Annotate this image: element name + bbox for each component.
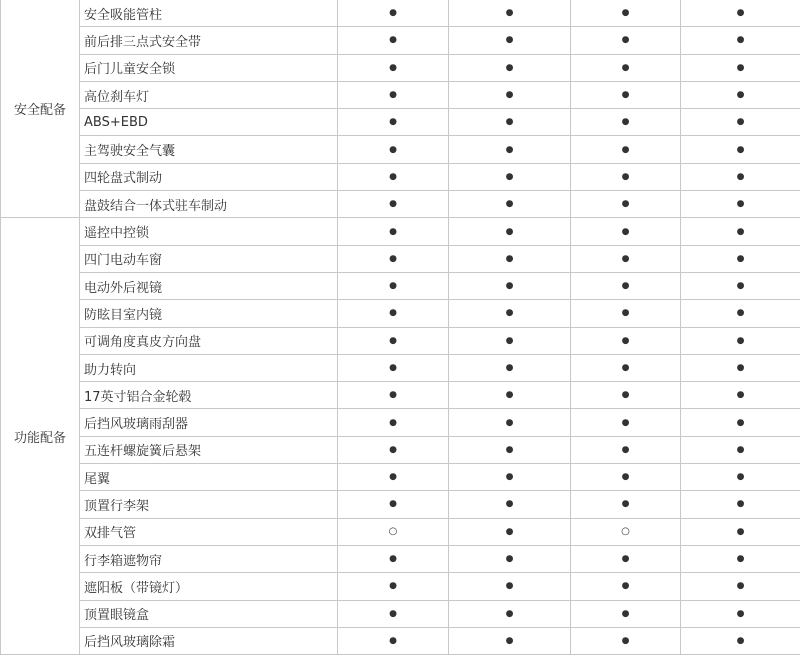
availability-cell — [449, 573, 571, 600]
filled-dot-icon: ● — [621, 554, 630, 565]
filled-dot-icon: ● — [736, 117, 745, 128]
availability-cell — [449, 136, 571, 163]
availability-cell — [681, 81, 800, 108]
filled-dot-icon: ● — [621, 363, 630, 373]
filled-dot-icon: ● — [389, 281, 397, 292]
filled-dot-icon: ● — [389, 608, 397, 619]
feature-name: 电动外后视镜 — [80, 272, 338, 299]
filled-dot-icon: ● — [389, 117, 397, 128]
filled-dot-icon: ● — [389, 417, 397, 428]
table-row — [1, 627, 800, 654]
filled-dot-icon: ● — [505, 635, 514, 646]
filled-dot-icon: ● — [736, 581, 745, 592]
table-row — [1, 300, 800, 327]
feature-name: 后挡风玻璃除霜 — [80, 627, 338, 654]
feature-name: 行李箱遮物帘 — [80, 545, 338, 572]
filled-dot-icon: ● — [736, 199, 745, 210]
filled-dot-icon: ● — [389, 335, 397, 346]
availability-cell — [681, 163, 800, 190]
feature-name: ABS+EBD — [80, 109, 338, 136]
filled-dot-icon: ● — [389, 62, 397, 73]
availability-cell — [449, 545, 571, 572]
open-circle-icon: ○ — [621, 526, 630, 538]
filled-dot-icon: ● — [621, 8, 630, 19]
feature-name: 主驾驶安全气囊 — [80, 136, 338, 163]
feature-name: 安全吸能管柱 — [80, 0, 338, 27]
availability-cell — [449, 163, 571, 190]
filled-dot-icon: ● — [389, 581, 397, 592]
availability-cell — [571, 54, 681, 81]
availability-cell — [338, 409, 449, 436]
availability-cell — [681, 245, 800, 272]
availability-cell — [449, 191, 571, 218]
open-circle-icon: ○ — [388, 526, 398, 538]
table-row — [1, 0, 800, 27]
availability-cell — [571, 136, 681, 163]
filled-dot-icon: ● — [621, 635, 630, 646]
spec-table-body — [1, 0, 800, 655]
filled-dot-icon: ● — [389, 554, 397, 565]
table-row — [1, 27, 800, 54]
availability-cell — [449, 218, 571, 245]
availability-cell — [449, 54, 571, 81]
availability-cell — [338, 600, 449, 627]
availability-cell — [338, 491, 449, 518]
filled-dot-icon: ● — [505, 444, 514, 455]
filled-dot-icon: ● — [736, 554, 745, 565]
availability-cell — [338, 518, 449, 545]
availability-cell — [338, 545, 449, 572]
filled-dot-icon: ● — [505, 417, 514, 428]
table-row — [1, 600, 800, 627]
availability-cell — [681, 627, 800, 654]
availability-cell — [571, 518, 681, 545]
filled-dot-icon: ● — [621, 35, 630, 46]
availability-cell — [571, 245, 681, 272]
filled-dot-icon: ● — [389, 199, 397, 210]
filled-dot-icon: ● — [389, 472, 397, 483]
availability-cell — [449, 518, 571, 545]
filled-dot-icon: ● — [736, 472, 745, 483]
availability-cell — [449, 109, 571, 136]
feature-name: 后门儿童安全锁 — [80, 54, 338, 81]
feature-name: 遮阳板（带镜灯） — [80, 573, 338, 600]
filled-dot-icon: ● — [736, 62, 745, 73]
availability-cell — [681, 54, 800, 81]
filled-dot-icon: ● — [621, 62, 630, 73]
table-row — [1, 54, 800, 81]
table-row — [1, 191, 800, 218]
filled-dot-icon: ● — [736, 499, 745, 510]
filled-dot-icon: ● — [736, 308, 745, 319]
availability-cell — [571, 491, 681, 518]
table-row — [1, 136, 800, 163]
filled-dot-icon: ● — [621, 144, 630, 155]
availability-cell — [449, 27, 571, 54]
availability-cell — [338, 163, 449, 190]
availability-cell — [681, 409, 800, 436]
filled-dot-icon: ● — [505, 8, 514, 19]
table-row — [1, 354, 800, 381]
availability-cell — [681, 518, 800, 545]
availability-cell — [449, 436, 571, 463]
filled-dot-icon: ● — [505, 226, 514, 237]
availability-cell — [681, 109, 800, 136]
feature-name: 遥控中控锁 — [80, 218, 338, 245]
availability-cell — [681, 191, 800, 218]
filled-dot-icon: ● — [621, 608, 630, 619]
filled-dot-icon: ● — [736, 8, 745, 19]
filled-dot-icon: ● — [505, 117, 514, 128]
feature-name: 尾翼 — [80, 464, 338, 491]
filled-dot-icon: ● — [736, 444, 745, 455]
availability-cell — [571, 327, 681, 354]
availability-cell — [338, 191, 449, 218]
availability-cell — [449, 409, 571, 436]
availability-cell — [571, 163, 681, 190]
filled-dot-icon: ● — [389, 144, 397, 155]
availability-cell — [571, 191, 681, 218]
availability-cell — [338, 436, 449, 463]
filled-dot-icon: ● — [736, 526, 745, 537]
filled-dot-icon: ● — [621, 281, 630, 292]
availability-cell — [338, 218, 449, 245]
filled-dot-icon: ● — [736, 90, 745, 101]
availability-cell — [571, 354, 681, 381]
filled-dot-icon: ● — [389, 8, 397, 19]
availability-cell — [338, 0, 449, 27]
availability-cell — [338, 136, 449, 163]
availability-cell — [571, 218, 681, 245]
table-row — [1, 245, 800, 272]
availability-cell — [449, 245, 571, 272]
availability-cell — [681, 545, 800, 572]
filled-dot-icon: ● — [621, 308, 630, 319]
filled-dot-icon: ● — [389, 171, 397, 182]
table-row — [1, 491, 800, 518]
table-row — [1, 109, 800, 136]
availability-cell — [681, 300, 800, 327]
feature-name: 双排气管 — [80, 518, 338, 545]
availability-cell — [681, 0, 800, 27]
feature-name: 助力转向 — [80, 354, 338, 381]
availability-cell — [338, 109, 449, 136]
filled-dot-icon: ● — [505, 308, 514, 319]
feature-name: 可调角度真皮方向盘 — [80, 327, 338, 354]
availability-cell — [681, 491, 800, 518]
filled-dot-icon: ● — [505, 526, 514, 537]
availability-cell — [449, 354, 571, 381]
availability-cell — [571, 436, 681, 463]
feature-name: 前后排三点式安全带 — [80, 27, 338, 54]
table-row — [1, 518, 800, 545]
availability-cell — [338, 81, 449, 108]
availability-cell — [449, 491, 571, 518]
filled-dot-icon: ● — [389, 35, 397, 46]
availability-cell — [338, 627, 449, 654]
availability-cell — [338, 54, 449, 81]
availability-cell — [681, 272, 800, 299]
filled-dot-icon: ● — [621, 226, 630, 237]
availability-cell — [338, 354, 449, 381]
feature-name: 四门电动车窗 — [80, 245, 338, 272]
availability-cell — [681, 327, 800, 354]
table-row — [1, 573, 800, 600]
filled-dot-icon: ● — [621, 335, 630, 346]
availability-cell — [571, 81, 681, 108]
filled-dot-icon: ● — [621, 499, 630, 510]
availability-cell — [338, 27, 449, 54]
filled-dot-icon: ● — [505, 363, 514, 373]
filled-dot-icon: ● — [736, 335, 745, 346]
filled-dot-icon: ● — [389, 444, 397, 455]
category-label: 安全配备 — [1, 0, 80, 218]
availability-cell — [571, 573, 681, 600]
filled-dot-icon: ● — [505, 35, 514, 46]
availability-cell — [449, 327, 571, 354]
availability-cell — [681, 436, 800, 463]
feature-name: 五连杆螺旋簧后悬架 — [80, 436, 338, 463]
filled-dot-icon: ● — [736, 253, 745, 264]
filled-dot-icon: ● — [505, 62, 514, 73]
filled-dot-icon: ● — [736, 390, 745, 401]
table-row — [1, 218, 800, 245]
availability-cell — [571, 600, 681, 627]
availability-cell — [571, 272, 681, 299]
availability-cell — [449, 382, 571, 409]
feature-name: 防眩目室内镜 — [80, 300, 338, 327]
filled-dot-icon: ● — [505, 199, 514, 210]
availability-cell — [681, 573, 800, 600]
filled-dot-icon: ● — [736, 635, 745, 646]
filled-dot-icon: ● — [389, 253, 397, 264]
filled-dot-icon: ● — [621, 199, 630, 210]
availability-cell — [449, 627, 571, 654]
availability-cell — [338, 272, 449, 299]
availability-cell — [571, 464, 681, 491]
availability-cell — [571, 27, 681, 54]
filled-dot-icon: ● — [621, 117, 630, 128]
availability-cell — [338, 573, 449, 600]
availability-cell — [449, 272, 571, 299]
filled-dot-icon: ● — [736, 417, 745, 428]
availability-cell — [449, 600, 571, 627]
availability-cell — [449, 300, 571, 327]
availability-cell — [338, 382, 449, 409]
filled-dot-icon: ● — [389, 390, 397, 401]
feature-name: 后挡风玻璃雨刮器 — [80, 409, 338, 436]
availability-cell — [571, 409, 681, 436]
availability-cell — [571, 382, 681, 409]
availability-cell — [571, 300, 681, 327]
category-label: 功能配备 — [1, 218, 80, 655]
filled-dot-icon: ● — [736, 226, 745, 237]
filled-dot-icon: ● — [621, 581, 630, 592]
availability-cell — [681, 600, 800, 627]
filled-dot-icon: ● — [389, 90, 397, 101]
filled-dot-icon: ● — [736, 171, 745, 182]
filled-dot-icon: ● — [621, 390, 630, 401]
filled-dot-icon: ● — [621, 253, 630, 264]
availability-cell — [338, 300, 449, 327]
filled-dot-icon: ● — [505, 608, 514, 619]
filled-dot-icon: ● — [389, 363, 397, 373]
filled-dot-icon: ● — [389, 308, 397, 319]
filled-dot-icon: ● — [505, 554, 514, 565]
filled-dot-icon: ● — [389, 226, 397, 237]
table-row — [1, 81, 800, 108]
availability-cell — [449, 464, 571, 491]
availability-cell — [681, 382, 800, 409]
feature-name: 顶置眼镜盒 — [80, 600, 338, 627]
availability-cell — [449, 81, 571, 108]
availability-cell — [681, 136, 800, 163]
table-row — [1, 545, 800, 572]
feature-name: 四轮盘式制动 — [80, 163, 338, 190]
filled-dot-icon: ● — [389, 499, 397, 510]
availability-cell — [338, 327, 449, 354]
filled-dot-icon: ● — [621, 444, 630, 455]
availability-cell — [571, 627, 681, 654]
filled-dot-icon: ● — [505, 499, 514, 510]
availability-cell — [681, 218, 800, 245]
availability-cell — [449, 0, 571, 27]
availability-cell — [338, 464, 449, 491]
table-row — [1, 464, 800, 491]
filled-dot-icon: ● — [505, 90, 514, 101]
availability-cell — [571, 545, 681, 572]
filled-dot-icon: ● — [736, 608, 745, 619]
availability-cell — [338, 245, 449, 272]
table-row — [1, 409, 800, 436]
feature-name: 顶置行李架 — [80, 491, 338, 518]
availability-cell — [571, 109, 681, 136]
feature-name: 高位刹车灯 — [80, 81, 338, 108]
filled-dot-icon: ● — [505, 253, 514, 264]
filled-dot-icon: ● — [505, 281, 514, 292]
filled-dot-icon: ● — [736, 363, 745, 373]
availability-cell — [681, 464, 800, 491]
filled-dot-icon: ● — [505, 335, 514, 346]
filled-dot-icon: ● — [621, 171, 630, 182]
table-row — [1, 272, 800, 299]
filled-dot-icon: ● — [505, 390, 514, 401]
table-row — [1, 382, 800, 409]
filled-dot-icon: ● — [621, 472, 630, 483]
filled-dot-icon: ● — [736, 281, 745, 292]
feature-name: 盘鼓结合一体式驻车制动 — [80, 191, 338, 218]
table-row — [1, 436, 800, 463]
filled-dot-icon: ● — [389, 635, 397, 646]
filled-dot-icon: ● — [621, 90, 630, 101]
filled-dot-icon: ● — [505, 171, 514, 182]
availability-cell — [681, 354, 800, 381]
table-row — [1, 163, 800, 190]
filled-dot-icon: ● — [621, 417, 630, 428]
filled-dot-icon: ● — [505, 581, 514, 592]
feature-name: 17英寸铝合金轮毂 — [80, 382, 338, 409]
availability-cell — [571, 0, 681, 27]
filled-dot-icon: ● — [505, 144, 514, 155]
filled-dot-icon: ● — [505, 472, 514, 483]
table-row — [1, 327, 800, 354]
filled-dot-icon: ● — [736, 144, 745, 155]
filled-dot-icon: ● — [736, 35, 745, 46]
availability-cell — [681, 27, 800, 54]
